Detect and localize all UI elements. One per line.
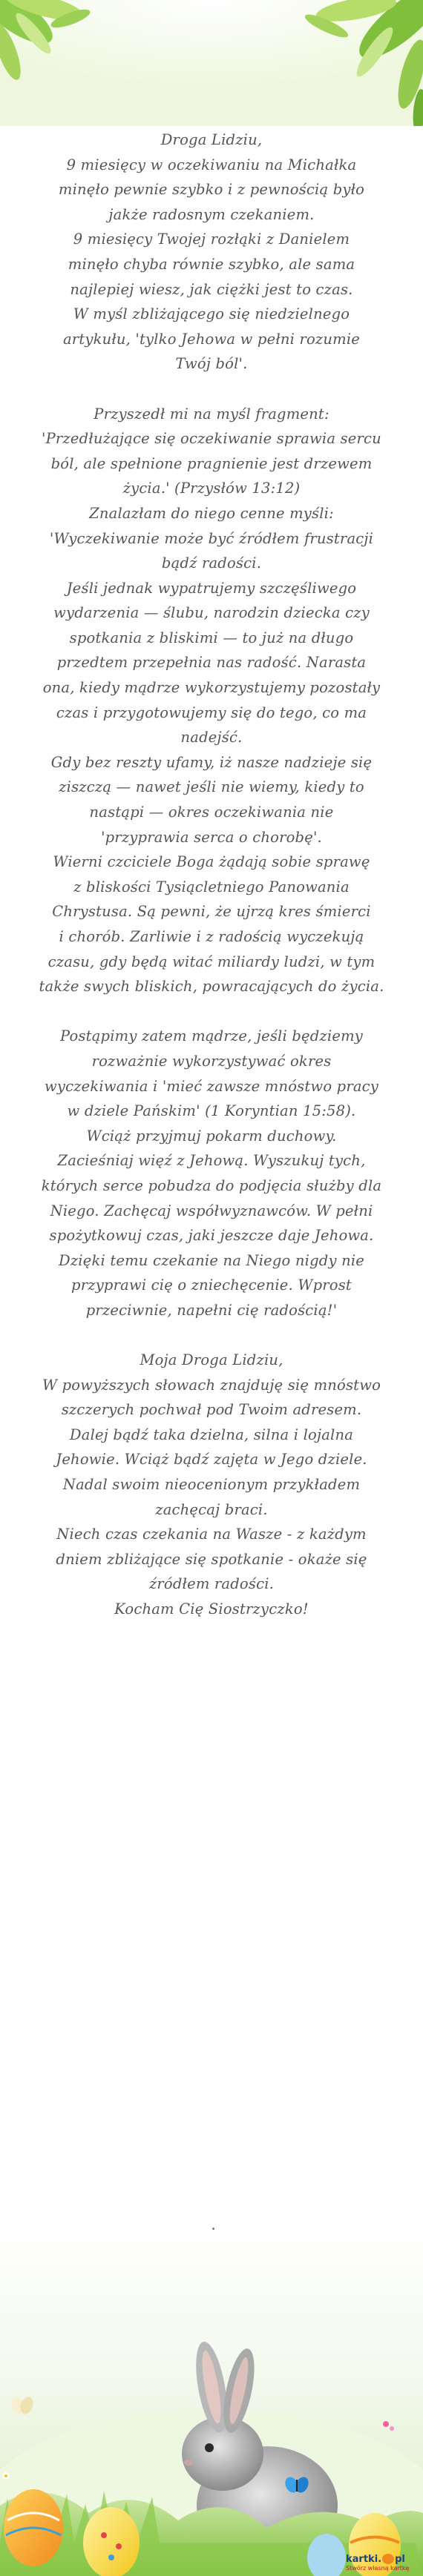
poem-line: artykułu, 'tylko Jehowa w pełni rozumie — [62, 330, 361, 348]
poem-line: Przyszedł mi na myśl fragment: — [94, 405, 329, 423]
poem-line: z bliskości Tysiącletniego Panowania — [73, 878, 350, 895]
poem-line: minęło chyba równie szybko, ale sama — [68, 255, 355, 273]
blank-line — [15, 999, 408, 1024]
poem-line: bądź radości. — [161, 554, 262, 572]
poem-line: ból, ale spełnione pragnienie jest drzewem — [50, 454, 373, 472]
poem-line: wydarzenia — ślubu, narodzin dziecka czy — [53, 604, 370, 622]
kartki-logo[interactable] — [346, 2554, 419, 2573]
poem-line: 9 miesięcy w oczekiwaniu na Michałka — [66, 156, 357, 173]
poem-line: ziszczą — nawet jeśli nie wiemy, kiedy to — [59, 778, 364, 796]
poem-line: Jeśli jednak wypatrujemy szczęśliwego — [66, 579, 357, 597]
poem-line: 'przyprawia serca o chorobę'. — [101, 828, 322, 846]
poem-line: Niego. Zachęcaj współwyznawców. W pełni — [50, 1202, 373, 1219]
poem-line: których serce pobudza do podjęcia służby dla — [41, 1176, 382, 1194]
poem-line: Chrystusa. Są pewni, że ujrzą kres śmierci — [52, 903, 371, 921]
poem-line: wyczekiwania i 'mieć zawsze mnóstwo pracy — [44, 1077, 379, 1095]
poem-line: nadejść. — [180, 729, 243, 746]
poem-line: szczerych pochwał pod Twoim adresem. — [61, 1401, 362, 1419]
poem-line: najlepiej wiesz, jak ciężki jest to czas. — [70, 280, 353, 298]
poem-line: nastąpi — okres oczekiwania nie — [89, 804, 334, 821]
poem-line: Dzięki temu czekanie na Niego nigdy nie — [58, 1251, 365, 1269]
poem-line: 'Przedłużające się oczekiwanie sprawia sercu — [42, 430, 381, 448]
poem-line: Wierni czciciele Boga żądają sobie sprawę — [53, 853, 370, 871]
poem-line: 9 miesięcy Twojej rozłąki z Danielem — [73, 231, 350, 248]
poem-line: 'Wyczekiwanie może być źródłem frustracji — [49, 529, 374, 547]
easter-scene-decoration — [0, 2209, 423, 2576]
poem-line: Zacieśniaj więź z Jehową. Wyszukuj tych, — [57, 1152, 366, 1170]
poem-line: Jehowie. Wciąż bądź zajęta w Jego dziele. — [56, 1451, 367, 1469]
poem-line: Nadal swoim nieocenionym przykładem — [62, 1476, 361, 1494]
poem-line: jakże radosnym czekaniem. — [108, 205, 315, 223]
blank-line — [15, 377, 408, 402]
poem-line: przedtem przepełnia nas radość. Narasta — [56, 654, 367, 672]
poem-line: przeciwnie, napełni cię radością!' — [85, 1301, 338, 1319]
poem-line: życia.' (Przysłów 13:12) — [122, 480, 301, 497]
poem-line: Moja Droga Lidziu, — [140, 1351, 283, 1369]
poem-line: w dziele Pańskim' (1 Koryntian 15:58). — [67, 1102, 356, 1120]
poem-line: W powyższych słowach znajduję się mnóstwo — [42, 1376, 381, 1394]
poem-line: dniem zbliżające się spotkanie - okaże się — [56, 1550, 367, 1568]
poem-line: minęło pewnie szybko i z pewnością było — [58, 181, 365, 199]
poem-line: zachęcaj braci. — [155, 1500, 268, 1518]
poem-line: Niech czas czekania na Wasze - z każdym — [56, 1526, 367, 1543]
poem-line: czasu, gdy będą witać miliardy ludzi, w tym — [47, 953, 376, 970]
poem-line: czas i przygotowujemy się do tego, co ma — [56, 703, 367, 721]
top-foliage-decoration — [0, 0, 423, 126]
poem-line: ona, kiedy mądrze wykorzystujemy pozostały — [42, 679, 381, 697]
poem-line: Dalej bądź taka dzielna, silna i lojalna — [69, 1426, 354, 1443]
poem-line: rozważnie wykorzystywać okres — [91, 1052, 332, 1070]
poem-line: także swych bliskich, powracających do życia. — [39, 978, 384, 996]
poem-line: spotkania z bliskimi — to już na długo — [69, 629, 354, 646]
poem-line: Twój ból'. — [175, 355, 248, 373]
poem-text — [15, 128, 408, 1622]
poem-line: przyprawi cię o zniechęcenie. Wprost — [71, 1277, 352, 1294]
poem-line: źródłem radości. — [148, 1575, 275, 1593]
poem-line: Droga Lidziu, — [160, 131, 263, 148]
logo-badge-icon — [382, 2554, 394, 2564]
poem-line: Gdy bez reszty ufamy, iż nasze nadzieje się — [50, 753, 373, 771]
logo-tagline: Stwórz własną kartkę — [346, 2565, 410, 2572]
poem-line: spożytkowuj czas, jaki jeszcze daje Jehowa. — [49, 1227, 374, 1245]
poem-line: W myśl zbliżającego się niedzielnego — [73, 305, 350, 323]
logo-wordmark: kartki. pl — [346, 2554, 405, 2565]
poem-line: Kocham Cię Siostrzyczko! — [114, 1600, 309, 1618]
poem-line: Znalazłam do niego cenne myśli: — [89, 504, 334, 522]
blank-line — [15, 1323, 408, 1348]
poem-line: Postąpimy zatem mądrze, jeśli będziemy — [60, 1027, 363, 1045]
poem-line: Wciąż przyjmuj pokarm duchowy. — [86, 1127, 337, 1145]
poem-line: i chorób. Zarliwie i z radością wyczekują — [59, 928, 364, 945]
